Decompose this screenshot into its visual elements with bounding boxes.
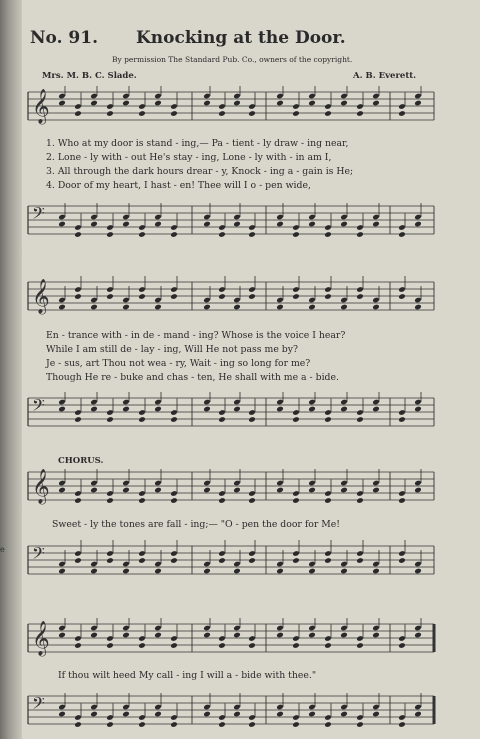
treble-staff-2: [22, 276, 442, 320]
svg-text:𝄢: 𝄢: [32, 203, 45, 227]
svg-text:𝄞: 𝄞: [32, 279, 50, 314]
hymn-title: Knocking at the Door.: [136, 28, 346, 48]
verse-3-line-2: Je - sus, art Thou not wea - ry, Wait - ing so long for me?: [46, 358, 311, 369]
verse-1-line-1: 1. Who at my door is stand - ing,— Pa - tient - ly draw - ing near,: [46, 138, 349, 149]
book-binding-edge: [0, 0, 22, 739]
treble-staff-3: [22, 466, 442, 510]
verse-4-line-2: Though He re - buke and chas - ten, He shall with me a - bide.: [46, 372, 339, 383]
bass-staff-4: [22, 690, 442, 734]
svg-text:𝄞: 𝄞: [32, 89, 50, 124]
hymn-number: No. 91.: [30, 28, 98, 48]
chorus-line-1: Sweet - ly the tones are fall - ing;— "O - pen the door for Me!: [52, 519, 341, 530]
svg-text:𝄞: 𝄞: [32, 621, 50, 656]
composer-credit: Mrs. M. B. C. Slade.: [42, 71, 137, 81]
bass-staff-1: [22, 200, 442, 244]
svg-text:𝄢: 𝄢: [32, 693, 45, 717]
margin-mark: e: [0, 545, 5, 554]
verse-4-line-1: 4. Door of my heart, I hast - en! Thee will I o - pen wide,: [46, 180, 311, 191]
svg-text:𝄞: 𝄞: [32, 469, 50, 504]
verse-2-line-1: 2. Lone - ly with - out He's stay - ing, Lone - ly with - in am I,: [46, 152, 332, 163]
treble-staff-4: [22, 618, 442, 662]
svg-text:𝄢: 𝄢: [32, 543, 45, 567]
author-credit: A. B. Everett.: [353, 71, 417, 81]
chorus-line-2: If thou wilt heed My call - ing I will a - bide with thee.": [58, 670, 317, 681]
bass-staff-2: [22, 392, 442, 436]
treble-staff-1: [22, 86, 442, 130]
chorus-label: CHORUS.: [58, 456, 104, 466]
svg-text:𝄢: 𝄢: [32, 395, 45, 419]
verse-3-line-1: 3. All through the dark hours drear - y, Knock - ing a - gain is He;: [46, 166, 354, 177]
bass-staff-3: [22, 540, 442, 584]
verse-1-line-2: En - trance with - in de - mand - ing? Whose is the voice I hear?: [46, 330, 346, 341]
hymn-page: [22, 0, 480, 739]
verse-2-line-2: While I am still de - lay - ing, Will He not pass me by?: [46, 344, 298, 355]
copyright-permission: By permission The Standard Pub. Co., owners of the copyright.: [112, 55, 353, 64]
